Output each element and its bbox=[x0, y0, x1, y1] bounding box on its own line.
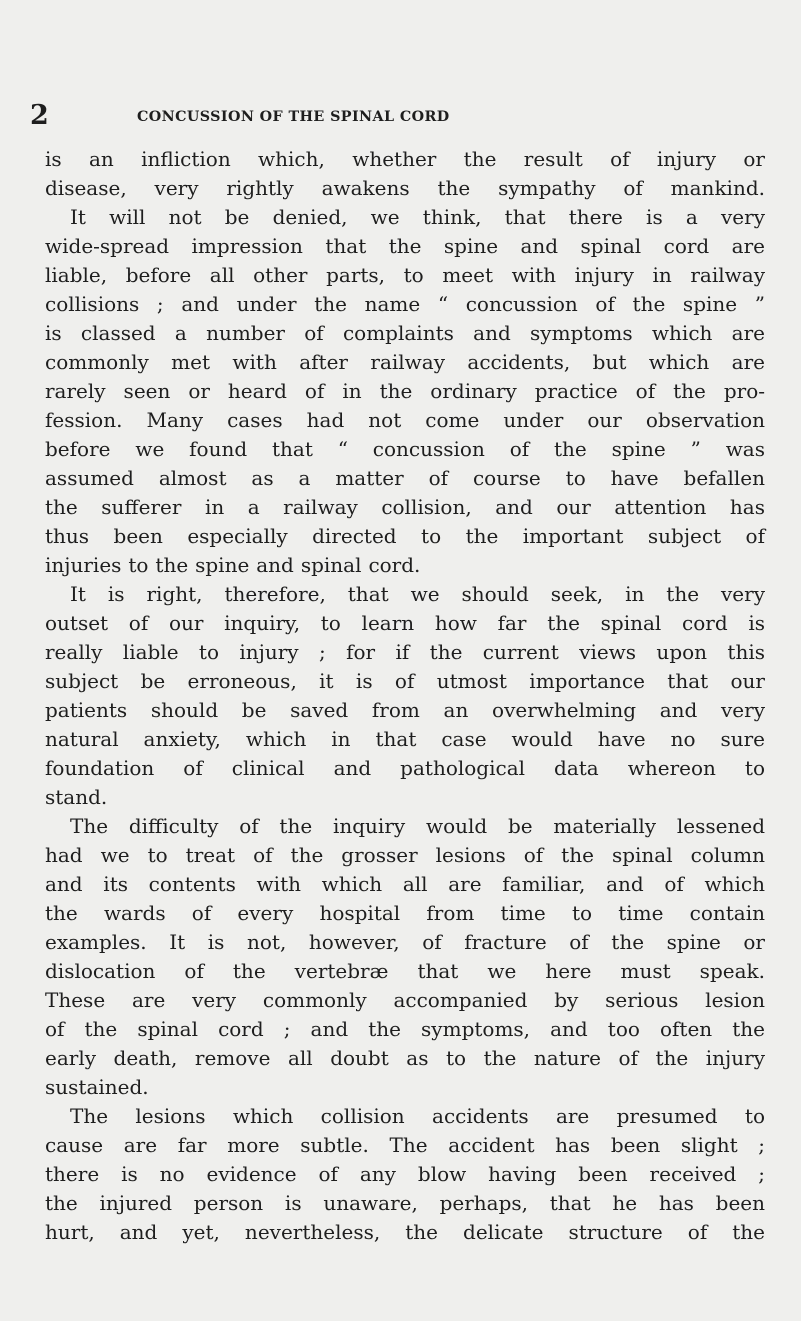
text-line: is classed a number of complaints and symptoms which are bbox=[45, 321, 765, 345]
text-line: collisions ; and under the name “ concussion of the spine ” bbox=[45, 292, 765, 316]
text-line: These are very commonly accompanied by serious lesion bbox=[45, 988, 765, 1012]
text-line: sustained. bbox=[45, 1075, 149, 1099]
text-line: had we to treat of the grosser lesions of the spinal column bbox=[45, 843, 765, 867]
text-line: foundation of clinical and pathological data whereon to bbox=[45, 756, 765, 780]
text-line: examples. It is not, however, of fracture of the spine or bbox=[45, 930, 765, 954]
text-line: outset of our inquiry, to learn how far the spinal cord is bbox=[45, 611, 765, 635]
text-line: early death, remove all doubt as to the nature of the injury bbox=[45, 1046, 765, 1070]
text-line: of the spinal cord ; and the symptoms, and too often the bbox=[45, 1017, 765, 1041]
text-line: It will not be denied, we think, that there is a very bbox=[70, 205, 765, 229]
text-line: hurt, and yet, nevertheless, the delicate structure of the bbox=[45, 1220, 765, 1244]
text-line: patients should be saved from an overwhelming and very bbox=[45, 698, 765, 722]
text-line: is an infliction which, whether the result of injury or bbox=[45, 147, 765, 171]
text-line: natural anxiety, which in that case would have no sure bbox=[45, 727, 765, 751]
text-line: there is no evidence of any blow having been received ; bbox=[45, 1162, 765, 1186]
text-line: liable, before all other parts, to meet with injury in railway bbox=[45, 263, 765, 287]
text-line: The lesions which collision accidents are presumed to bbox=[70, 1104, 765, 1128]
text-line: wide-spread impression that the spine and spinal cord are bbox=[45, 234, 765, 258]
text-line: thus been especially directed to the important subject of bbox=[45, 524, 765, 548]
text-line: stand. bbox=[45, 785, 108, 809]
text-line: The difficulty of the inquiry would be materially lessened bbox=[70, 814, 765, 838]
text-line: and its contents with which all are familiar, and of which bbox=[45, 872, 765, 896]
text-line: injuries to the spine and spinal cord. bbox=[45, 553, 421, 577]
text-line: cause are far more subtle. The accident has been slight ; bbox=[45, 1133, 765, 1157]
text-line: commonly met with after railway accidents, but which are bbox=[45, 350, 765, 374]
text-line: fession. Many cases had not come under our observation bbox=[45, 408, 765, 432]
text-line: before we found that “ concussion of the spine ” was bbox=[45, 437, 765, 461]
text-line: the sufferer in a railway collision, and our attention has bbox=[45, 495, 765, 519]
text-line: dislocation of the vertebræ that we here must speak. bbox=[45, 959, 765, 983]
text-line: assumed almost as a matter of course to have befallen bbox=[45, 466, 765, 490]
text-line: rarely seen or heard of in the ordinary practice of the pro- bbox=[45, 379, 765, 403]
text-line: really liable to injury ; for if the current views upon this bbox=[45, 640, 765, 664]
running-title: CONCUSSION OF THE SPINAL CORD bbox=[137, 109, 450, 125]
text-line: subject be erroneous, it is of utmost importance that our bbox=[45, 669, 765, 693]
page-header bbox=[0, 101, 801, 131]
text-line: the injured person is unaware, perhaps, that he has been bbox=[45, 1191, 765, 1215]
text-line: It is right, therefore, that we should seek, in the very bbox=[70, 582, 765, 606]
text-line: the wards of every hospital from time to time contain bbox=[45, 901, 765, 925]
text-line: disease, very rightly awakens the sympathy of mankind. bbox=[45, 176, 765, 200]
page-number: 2 bbox=[30, 100, 49, 131]
